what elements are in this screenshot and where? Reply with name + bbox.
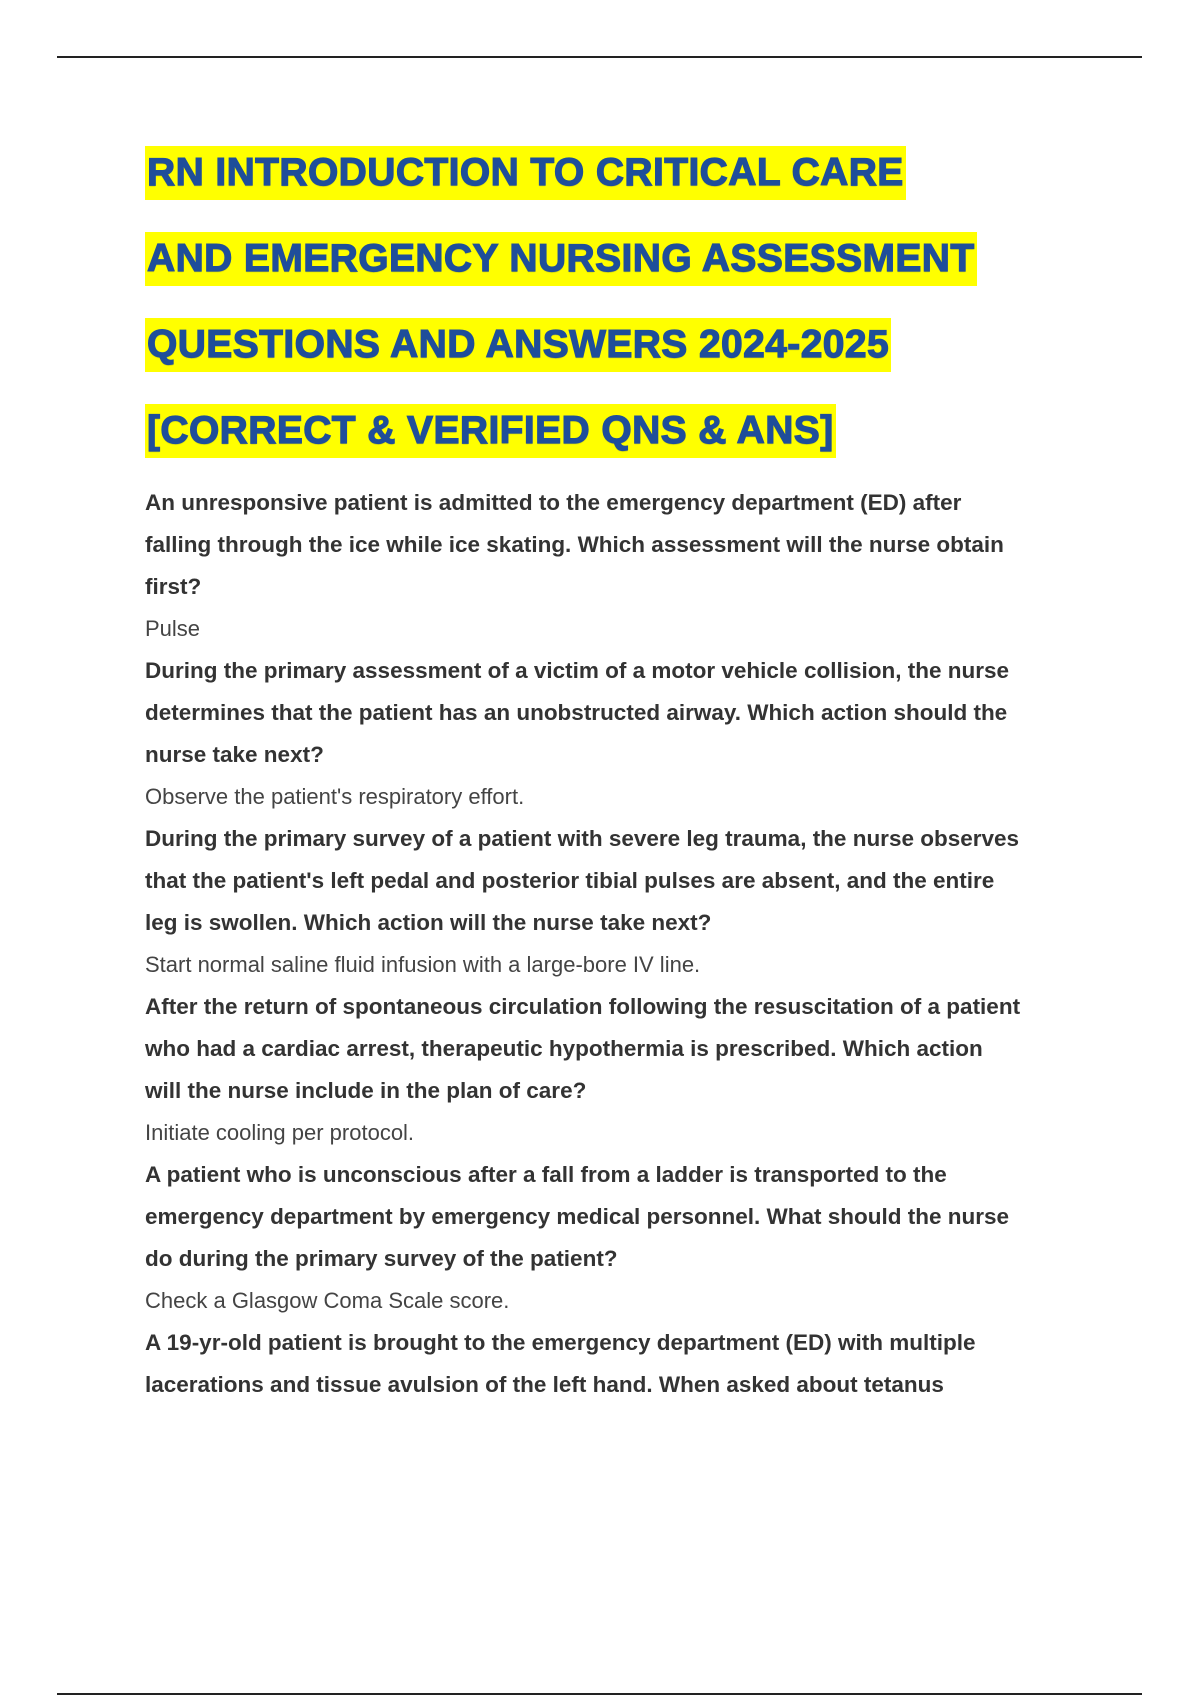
question (145, 650, 1105, 776)
qa-item (145, 986, 1105, 1154)
qa-item (145, 482, 1105, 650)
answer: Start normal saline fluid infusion with a large-bore IV line. (145, 952, 701, 977)
title-line (145, 318, 1145, 404)
question (145, 482, 1105, 608)
footer-rule (57, 1693, 1142, 1695)
answer: Observe the patient's respiratory effort. (145, 784, 525, 809)
question-line: leg is swollen. Which action will the nurse take next? (145, 910, 712, 935)
question-line: will the nurse include in the plan of care? (145, 1078, 587, 1103)
answer: Pulse (145, 616, 201, 641)
title-line (145, 404, 1145, 490)
question-line: An unresponsive patient is admitted to the emergency department (ED) after (145, 490, 962, 515)
answer: Initiate cooling per protocol. (145, 1120, 415, 1145)
question (145, 1322, 1105, 1406)
qa-item (145, 818, 1105, 986)
qa-item (145, 1154, 1105, 1322)
question-line: that the patient's left pedal and posterior tibial pulses are absent, and the entire (145, 868, 995, 893)
title-line (145, 146, 1145, 232)
question-line: During the primary survey of a patient with severe leg trauma, the nurse observes (145, 826, 1020, 851)
question (145, 1154, 1105, 1280)
title-line-text: [CORRECT & VERIFIED QNS & ANS] (145, 404, 836, 458)
title-line-text: QUESTIONS AND ANSWERS 2024-2025 (145, 318, 891, 372)
question-line: During the primary assessment of a victim of a motor vehicle collision, the nurse (145, 658, 1009, 683)
header-rule (57, 56, 1142, 58)
qa-item (145, 650, 1105, 818)
qa-list (145, 482, 1105, 1406)
question-line: A 19-yr-old patient is brought to the emergency department (ED) with multiple (145, 1330, 976, 1355)
question-line: A patient who is unconscious after a fall from a ladder is transported to the (145, 1162, 947, 1187)
question-line: determines that the patient has an unobstructed airway. Which action should the (145, 700, 1008, 725)
question-line: who had a cardiac arrest, therapeutic hypothermia is prescribed. Which action (145, 1036, 983, 1061)
qa-item (145, 1322, 1105, 1406)
title-line (145, 232, 1145, 318)
question (145, 986, 1105, 1112)
question-line: falling through the ice while ice skating. Which assessment will the nurse obtain (145, 532, 1004, 557)
question-line: do during the primary survey of the patient? (145, 1246, 618, 1271)
question (145, 818, 1105, 944)
question-line: lacerations and tissue avulsion of the left hand. When asked about tetanus (145, 1372, 944, 1397)
answer: Check a Glasgow Coma Scale score. (145, 1288, 510, 1313)
document-title (145, 146, 1145, 490)
question-line: nurse take next? (145, 742, 324, 767)
question-line: After the return of spontaneous circulation following the resuscitation of a patient (145, 994, 1021, 1019)
question-line: emergency department by emergency medical personnel. What should the nurse (145, 1204, 1009, 1229)
question-line: first? (145, 574, 202, 599)
title-line-text: AND EMERGENCY NURSING ASSESSMENT (145, 232, 977, 286)
title-line-text: RN INTRODUCTION TO CRITICAL CARE (145, 146, 906, 200)
